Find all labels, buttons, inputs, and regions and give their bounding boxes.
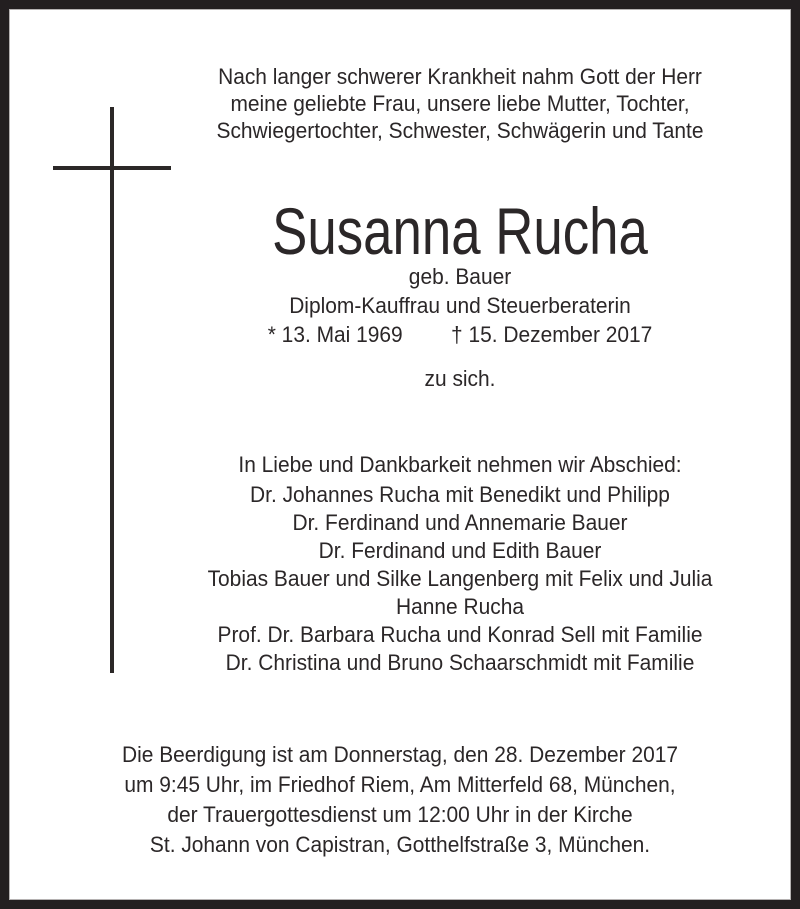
mourner-line: Tobias Bauer und Silke Langenberg mit Felix und Julia — [207, 566, 713, 591]
mourners-list — [153, 481, 767, 677]
life-dates — [153, 320, 767, 349]
funeral-line: St. Johann von Capistran, Gotthelfstraße 3, München. — [149, 832, 651, 857]
mourner-line: Dr. Johannes Rucha mit Benedikt und Philipp — [250, 482, 670, 507]
closing-line: zu sich. — [424, 366, 496, 391]
intro-text — [153, 63, 767, 144]
deceased-details — [153, 262, 767, 349]
mourner-line: Dr. Ferdinand und Annemarie Bauer — [292, 510, 628, 535]
mourner-line: Dr. Christina und Bruno Schaarschmidt mit Familie — [225, 650, 695, 675]
maiden-name: geb. Bauer — [408, 264, 512, 289]
profession: Diplom-Kauffrau und Steuerberaterin — [289, 293, 631, 318]
intro-line: Schwiegertochter, Schwester, Schwägerin und Tante — [216, 118, 704, 143]
deceased-name: Susanna Rucha — [272, 194, 648, 268]
birth-date: * 13. Mai 1969 — [267, 322, 403, 347]
farewell-heading: In Liebe und Dankbarkeit nehmen wir Abschied: — [238, 452, 682, 477]
funeral-info — [37, 740, 762, 860]
mourner-line: Prof. Dr. Barbara Rucha und Konrad Sell mit Familie — [217, 622, 703, 647]
intro-line: Nach langer schwerer Krankheit nahm Gott der Herr — [218, 64, 702, 89]
funeral-line: um 9:45 Uhr, im Friedhof Riem, Am Mitterfeld 68, München, — [124, 772, 676, 797]
cross-vertical-bar — [110, 107, 114, 673]
intro-line: meine geliebte Frau, unsere liebe Mutter, Tochter, — [230, 91, 690, 116]
mourner-line: Dr. Ferdinand und Edith Bauer — [318, 538, 602, 563]
mourner-line: Hanne Rucha — [396, 594, 524, 619]
funeral-line: Die Beerdigung ist am Donnerstag, den 28. Dezember 2017 — [121, 742, 678, 767]
funeral-line: der Trauergottesdienst um 12:00 Uhr in der Kirche — [167, 802, 633, 827]
death-date: † 15. Dezember 2017 — [451, 322, 653, 347]
cross-horizontal-bar — [53, 166, 171, 170]
